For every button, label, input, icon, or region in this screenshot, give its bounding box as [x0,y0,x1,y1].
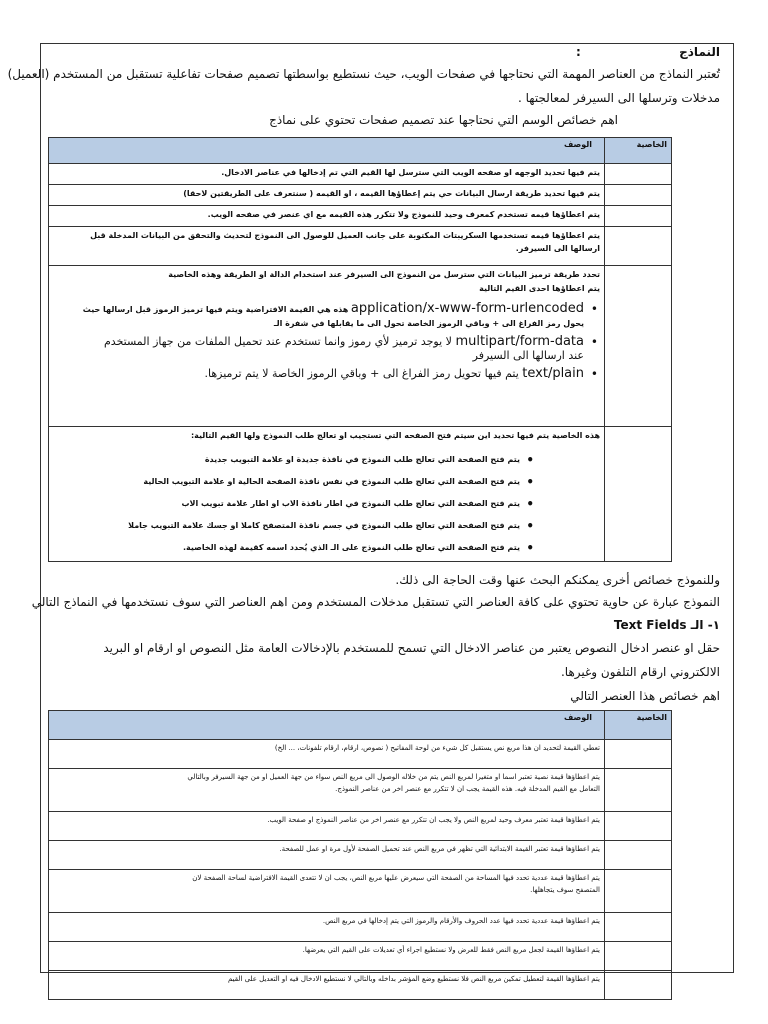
table-row: يتم اعطاؤها قيمة عددية تحدد فيها المساحة من الصفحة التي سيعرض عليها مربع النص، يجب ان لا تتعدى القيمة الافتراضية لساحة الصفحة لان المتصفح سوف يتجاهلها. [49,870,672,913]
table-row: يتم اعطاؤها القيمة لجعل مربع النص فقط للعرض ولا نستطيع اجراء أي تعديلات على القيم التي يعرضها. [49,942,672,971]
text-field-attributes-table [48,710,672,1000]
header-description: الوصف [49,138,605,164]
table-row [49,164,672,185]
table-row: يتم اعطاؤها قيمة نصية تعتبر اسما او متغيرا لمربع النص يتم من خلاله الوصول الى مربع النص سواء من جهة العميل او من جهة السيرفر وبالتالي التعامل مع القيم المدخلة فيه. هذه القيمة يجب ان لا تتكرر مع عنصر اخر من عناصر النموذج. [49,769,672,812]
list-item: • يتم فتح الصفحة التي تعالج طلب النموذج في اطار نافذة الاب او اطار علامة تبويب الاب [53,493,520,515]
list-item: • text/plain يتم فيها تحويل رمز الفراغ الى + وباقي الرموز الخاصة لا يتم ترميزها. [53,367,584,381]
table-row: يتم اعطاؤها القيمة لتعطيل تمكين مربع النص فلا نستطيع وضع المؤشر بداخله وبالتالي لا نستطيع الادخال فيه او التعديل على القيم [49,971,672,1000]
middle-line-2: النموذج عبارة عن حاوية تحتوي على كافة العناصر التي تستقبل مدخلات المستخدم ومن اهم العناصر التي سوف نستخدمها في النماذج التالي [31,595,720,609]
enctype-code: application/x-www-form-urlencoded [350,301,584,316]
table-row [49,206,672,227]
forms-heading-line [48,44,720,60]
action-description: يتم فيها تحديد الوجهه او صفحه الويب التي سترسل لها القيم التي تم إدخالها في عناصر الادخال. [49,164,605,185]
table-row: تعطي القيمة لتحديد ان هذا مربع نص يستقبل كل شيء من لوحة المفاتيح ( نصوص، ارقام، ارقام تلفونات، ... الخ) [49,740,672,769]
intro-paragraph-3: اهم خصائص الوسم التي نحتاجها عند تصميم صفحات تحتوي على نماذج [269,113,618,127]
enctype-code: multipart/form-data [455,334,584,349]
table-row [49,266,672,427]
heading-colon: : [575,45,581,59]
target-description: هذه الخاصية يتم فيها تحديد اين سيتم فتح الصفحه التي تستجيب او تعالج طلب النموذج ولها القيم التالية: • يتم فتح الصفحة التي تعالج طلب النموذج في نافذة جديدة او علامة التبويب جديدة • يتم فتح الصفحة التي تعالج طلب النموذج في نفس نافذة الصفحة الحالية او علامة التبويب الحالية • يتم فتح الصفحة التي تعالج طلب النموذج في اطار نافذة الاب او اطار علامة تبويب الاب • يتم فتح الصفحة التي تعالج طلب النموذج في جسم نافذة المتصفح كاملا او جسك علامة التبويب جاملا • يتم فتح الصفحة التي تعالج طلب النموذج على الـ الذي يُحدد اسمه كقيمة لهذه الخاصية. [49,427,605,562]
middle-line-5: اهم خصائص هذا العنصر التالي [570,689,720,703]
table-row [49,185,672,206]
enctype-code: text/plain [522,366,584,381]
forms-heading: النماذج [679,45,720,59]
table-header-row [49,711,672,740]
form-attributes-table [48,137,672,562]
name-description: يتم اعطاؤها قيمه تستخدمها السكريبتات المكتوبة على جانب العميل للوصول الى النموذج لتحديث والتحقق من البيانات المدخلة قبل ارسالها الى السيرفر. [49,227,605,266]
method-description: يتم فيها تحديد طريقة ارسال البيانات حي يتم إعطاؤها القيمه ، او القيمه ( سنتعرف على الطريقتين لاحقا) [49,185,605,206]
middle-line-3: حقل او عنصر ادخال النصوص يعتبر من عناصر الادخال التي تسمح للمستخدم بالإدخالات العامة مثل النصوص او ارقام او البريد [103,641,720,655]
table-row: يتم اعطاؤها قيمة عددية تحدد فيها عدد الحروف والأرقام والرموز التي يتم إدخالها في مربع النص. [49,913,672,942]
middle-line-4: الالكتروني ارقام التلفون وغيرها. [560,665,720,679]
intro-paragraph-1: تُعتبر النماذج من العناصر المهمة التي نحتاجها في صفحات الويب، حيث نستطيع بواسطتها تصميم صفحات تفاعلية تستقبل من المستخدم (العميل) [7,67,720,81]
list-item: • يتم فتح الصفحة التي تعالج طلب النموذج على الـ الذي يُحدد اسمه كقيمة لهذه الخاصية. [53,537,520,559]
header-property: الخاصية [605,138,672,164]
id-description: يتم اعطاؤها قيمه تستخدم كمعرف وحيد للنموذج ولا تتكرر هذه القيمه مع اي عنصر في صفحه الويب. [49,206,605,227]
section-prefix: الـ [690,618,704,632]
section-heading [48,617,720,633]
enctype-description: تحدد طريقة ترميز البيانات التي سترسل من النموذج الى السيرفر عند استخدام الدالة او الطريقة وهذه الخاصية يتم اعطاؤها احدى القيم التالية • application/x-www-form-urlencoded هذه هي القيمة الافتراضية ويتم فيها ترميز الرموز قبل ارسالها حيث يحول رمز الفراغ الى + وباقي الرموز الخاصة تحول الى ما يقابلها في شفرة الـ • multipart/form-data لا يوجد ترميز لأي رموز وانما تستخدم عند تحميل الملفات من جهاز المستخدم عند ارسالها الى السيرفر • text/plain يتم فيها تحويل رمز الفراغ الى + وباقي الرموز الخاصة لا يتم ترميزها. [49,266,605,427]
target-values-list [53,449,600,559]
enctype-values-list [53,302,600,381]
list-item: • multipart/form-data لا يوجد ترميز لأي رموز وانما تستخدم عند تحميل الملفات من جهاز المستخدم عند ارسالها الى السيرفر [53,335,584,363]
section-number: ١- [707,618,720,632]
header-description: الوصف [49,711,605,740]
middle-line-1: وللنموذج خصائص أخرى يمكنكم البحث عنها وقت الحاجة الى ذلك. [395,573,720,587]
list-item: • يتم فتح الصفحة التي تعالج طلب النموذج في جسم نافذة المتصفح كاملا او جسك علامة التبويب جاملا [53,515,520,537]
list-item: • application/x-www-form-urlencoded هذه هي القيمة الافتراضية ويتم فيها ترميز الرموز قبل ارسالها حيث يحول رمز الفراغ الى + وباقي الرموز الخاصة تحول الى ما يقابلها في شفرة الـ [53,302,584,331]
list-item: • يتم فتح الصفحة التي تعالج طلب النموذج في نافذة جديدة او علامة التبويب جديدة [53,449,520,471]
header-property: الخاصية [605,711,672,740]
table-header-row [49,138,672,164]
table-row [49,227,672,266]
table-row [49,427,672,562]
table-row: يتم اعطاؤها قيمة تعتبر معرف وحيد لمربع النص ولا يجب ان تتكرر مع عنصر اخر من عناصر النموذج او صفحة الويب. [49,812,672,841]
table-row: يتم اعطاؤها قيمة تعتبر القيمة الابتدائية التي تظهر في مربع النص عند تحميل الصفحة لأول مرة او عمل للصفحة. [49,841,672,870]
intro-paragraph-2: مدخلات وترسلها الى السيرفر لمعالجتها . [518,91,720,105]
section-title: Text Fields [613,618,687,632]
list-item: • يتم فتح الصفحة التي تعالج طلب النموذج في نفس نافذة الصفحة الحالية او علامة التبويب الحالية [53,471,520,493]
